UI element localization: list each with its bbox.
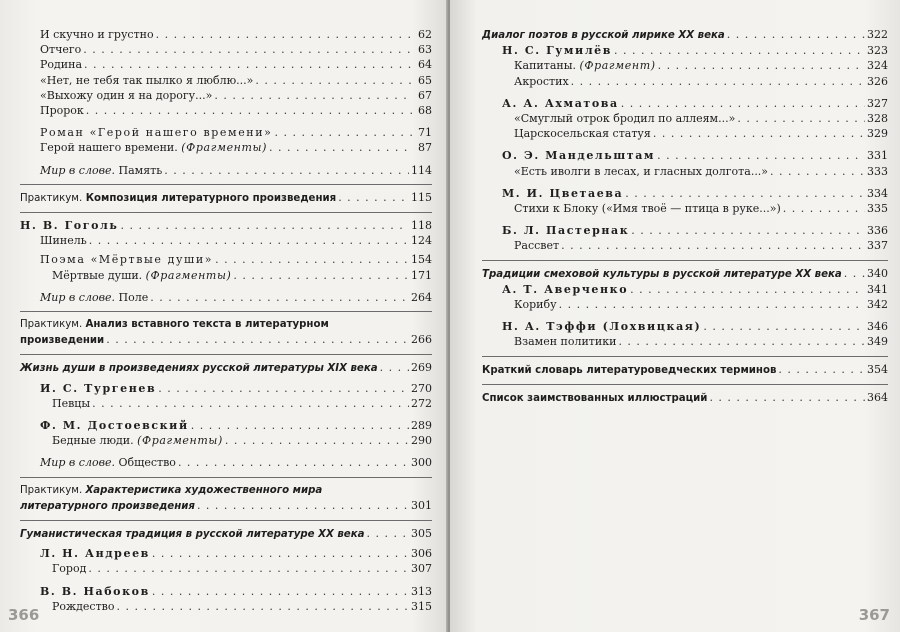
entry-page: 68: [418, 104, 432, 118]
toc-entry[interactable]: [20, 396, 432, 411]
leader-dots: [152, 546, 409, 561]
divider: [20, 311, 432, 312]
entry-title: Память: [118, 163, 163, 177]
toc-entry-praktikum-line1[interactable]: [20, 483, 432, 498]
entry-page: 313: [411, 584, 432, 598]
spacer: [20, 411, 432, 418]
leader-dots: [703, 319, 865, 334]
entry-page: 333: [867, 164, 888, 178]
entry-title: Бедные люди.: [52, 434, 134, 448]
entry-title: Родина: [40, 58, 83, 72]
entry-title: «Смуглый отрок бродил по аллеям...»: [514, 112, 736, 126]
toc-entry-author[interactable]: [482, 282, 888, 297]
spacer: [20, 118, 432, 125]
divider: [482, 384, 888, 385]
entry-page: 341: [867, 282, 888, 296]
entry-title: Н. В. Гоголь: [20, 219, 119, 233]
toc-entry-glossary[interactable]: [482, 362, 888, 378]
entry-page: 301: [411, 498, 432, 512]
leader-dots: [614, 43, 865, 58]
leader-dots: [225, 433, 409, 448]
entry-title: литературного произведения: [20, 500, 195, 512]
entry-page: 290: [411, 434, 432, 448]
spacer: [482, 179, 888, 186]
leader-dots: [214, 88, 412, 103]
entry-title: Б. Л. Пастернак: [502, 224, 630, 238]
entry-page: 171: [411, 268, 432, 282]
leader-dots: [559, 297, 865, 312]
spacer: [20, 577, 432, 584]
toc-entry-praktikum-line2[interactable]: [20, 332, 432, 348]
entry-title: Н. А. Тэффи (Лохвицкая): [502, 320, 702, 334]
entry-title: Общество: [118, 456, 176, 470]
leader-dots: [83, 42, 412, 57]
toc-entry[interactable]: [20, 42, 432, 57]
entry-title: А. А. Ахматова: [502, 96, 619, 110]
leader-dots: [338, 190, 409, 205]
leader-dots: [571, 74, 865, 89]
toc-entry-illustrations[interactable]: [482, 390, 888, 406]
leader-dots: [653, 126, 865, 141]
leader-dots: [657, 148, 865, 163]
toc-entry-praktikum-line1[interactable]: [20, 317, 432, 332]
entry-title: Капитаны.: [514, 59, 576, 73]
entry-title: произведении: [20, 335, 105, 347]
section-title: Традиции смеховой культуры в русской литературе XX века: [482, 268, 842, 280]
toc-entry-author[interactable]: [482, 223, 888, 238]
toc-right: [482, 27, 888, 406]
spacer: [482, 141, 888, 148]
entry-page: 124: [411, 234, 432, 248]
toc-entry[interactable]: [482, 164, 888, 179]
entry-title: В. В. Набоков: [40, 584, 150, 598]
entry-page: 62: [418, 28, 432, 41]
entry-page: 269: [411, 361, 432, 375]
entry-page: 63: [418, 43, 432, 57]
toc-entry-author[interactable]: [20, 218, 432, 233]
toc-section[interactable]: [482, 266, 888, 282]
entry-fragment: (Фрагменты): [145, 268, 232, 282]
entry-title: «Нет, не тебя так пылко я люблю...»: [40, 73, 254, 87]
entry-title: Корибу: [514, 298, 557, 312]
entry-page: 71: [418, 126, 432, 140]
leader-dots: [255, 73, 412, 88]
entry-page: 349: [867, 335, 888, 349]
toc-entry[interactable]: [20, 561, 432, 576]
leader-dots: [621, 96, 865, 111]
leader-dots: [197, 498, 409, 513]
entry-title: «Выхожу один я на дорогу...»: [40, 88, 213, 102]
leader-dots: [215, 252, 409, 267]
spacer: [482, 312, 888, 319]
leader-dots: [778, 362, 865, 377]
leader-dots: [737, 111, 865, 126]
entry-title: Краткий словарь литературоведческих терминов: [482, 364, 777, 376]
leader-dots: [150, 290, 409, 305]
toc-entry-author[interactable]: [20, 546, 432, 561]
entry-title: Анализ вставного текста в литературном: [85, 319, 329, 331]
toc-entry-author[interactable]: [20, 381, 432, 396]
entry-title: Л. Н. Андреев: [40, 547, 150, 561]
entry-title: Акростих: [514, 74, 569, 88]
entry-title: Список заимствованных иллюстраций: [482, 392, 708, 404]
entry-page: 323: [867, 44, 888, 58]
entry-title: Герой нашего времени.: [40, 141, 178, 155]
page-number-left: 366: [8, 606, 40, 624]
leader-dots: [367, 526, 409, 541]
leader-dots: [120, 218, 409, 233]
entry-title: И скучно и грустно: [40, 28, 154, 41]
divider: [20, 212, 432, 213]
leader-dots: [618, 334, 865, 349]
toc-entry-author[interactable]: [20, 584, 432, 599]
entry-title: И. С. Тургенев: [40, 381, 157, 395]
leader-dots: [658, 58, 865, 73]
leader-dots: [158, 381, 409, 396]
section-title: Диалог поэтов в русской лирике XX века: [482, 30, 725, 41]
entry-title: Царскосельская статуя: [514, 127, 651, 141]
toc-entry-poema[interactable]: [20, 252, 432, 267]
leader-dots: [191, 418, 409, 433]
entry-prefix: Мир в слове.: [40, 290, 115, 304]
leader-dots: [630, 282, 865, 297]
entry-title: Шинель: [40, 234, 87, 248]
toc-entry[interactable]: [20, 140, 432, 155]
entry-title: Поэма «Мёртвые души»: [40, 253, 214, 267]
entry-page: 64: [418, 58, 432, 72]
toc-entry-author[interactable]: [482, 96, 888, 111]
leader-dots: [88, 561, 409, 576]
entry-page: 118: [411, 219, 432, 233]
entry-page: 331: [867, 149, 888, 163]
entry-page: 327: [867, 96, 888, 110]
entry-page: 87: [418, 141, 432, 155]
entry-title: Мёртвые души.: [52, 268, 143, 282]
toc-entry-praktikum-line2[interactable]: [20, 498, 432, 514]
toc-entry[interactable]: [20, 57, 432, 72]
entry-fragment: (Фрагмент): [579, 59, 656, 73]
entry-title: Рассвет: [514, 239, 560, 253]
entry-page: 340: [867, 266, 888, 280]
toc-entry[interactable]: [20, 103, 432, 118]
entry-page: 300: [411, 456, 432, 470]
entry-page: 337: [867, 239, 888, 253]
toc-entry[interactable]: [20, 73, 432, 88]
entry-page: 328: [867, 112, 888, 126]
leader-dots: [561, 238, 865, 253]
toc-entry[interactable]: [482, 74, 888, 89]
toc-entry[interactable]: [20, 88, 432, 103]
toc-entry-mir-v-slove[interactable]: [20, 290, 432, 305]
divider: [20, 184, 432, 185]
divider: [20, 477, 432, 478]
entry-label: Практикум.: [20, 319, 83, 331]
spacer: [20, 448, 432, 455]
spacer: [482, 89, 888, 96]
entry-title: «Есть иволги в лесах, и гласных долгота...»: [514, 164, 769, 178]
leader-dots: [84, 57, 412, 72]
entry-title: Стихи к Блоку («Имя твоё — птица в руке...»): [514, 202, 781, 216]
divider: [20, 520, 432, 521]
entry-page: 315: [411, 599, 432, 613]
leader-dots: [631, 223, 865, 238]
toc-entry[interactable]: [20, 233, 432, 248]
toc-entry[interactable]: [482, 58, 888, 73]
spacer: [20, 156, 432, 163]
entry-page: 335: [867, 202, 888, 216]
divider: [482, 260, 888, 261]
entry-page: 364: [867, 390, 888, 404]
leader-dots: [86, 103, 412, 118]
leader-dots: [269, 140, 412, 155]
entry-title: Ф. М. Достоевский: [40, 419, 189, 433]
leader-dots: [164, 163, 409, 178]
toc-entry-author[interactable]: [482, 186, 888, 201]
entry-page: 336: [867, 224, 888, 238]
divider: [482, 356, 888, 357]
entry-page: 329: [867, 127, 888, 141]
leader-dots: [106, 332, 409, 347]
entry-title: Рождество: [52, 599, 115, 613]
entry-title: Взамен политики: [514, 335, 617, 349]
toc-section[interactable]: [20, 526, 432, 542]
leader-dots: [844, 266, 865, 281]
entry-prefix: Мир в слове.: [40, 456, 115, 470]
toc-entry-author[interactable]: [482, 319, 888, 334]
toc-entry-author[interactable]: [20, 418, 432, 433]
toc-entry[interactable]: [482, 201, 888, 216]
entry-page: 322: [867, 28, 888, 41]
toc-entry[interactable]: [482, 238, 888, 253]
leader-dots: [152, 584, 409, 599]
entry-page: 326: [867, 74, 888, 88]
entry-page: 264: [411, 290, 432, 304]
divider: [20, 354, 432, 355]
toc-entry[interactable]: [20, 27, 432, 42]
entry-page: 272: [411, 396, 432, 410]
leader-dots: [117, 599, 410, 614]
entry-page: 334: [867, 186, 888, 200]
entry-title: Город: [52, 562, 87, 576]
entry-title: Н. С. Гумилёв: [502, 44, 613, 58]
entry-page: 114: [411, 163, 432, 177]
entry-page: 270: [411, 381, 432, 395]
toc-section[interactable]: [20, 360, 432, 376]
toc-entry[interactable]: [482, 334, 888, 349]
toc-entry[interactable]: [482, 126, 888, 141]
entry-title: Певцы: [52, 396, 91, 410]
toc-entry-author[interactable]: [482, 148, 888, 163]
toc-entry[interactable]: [482, 297, 888, 312]
entry-page: 305: [411, 527, 432, 541]
entry-page: 306: [411, 547, 432, 561]
entry-title: М. И. Цветаева: [502, 186, 624, 200]
entry-page: 354: [867, 362, 888, 376]
entry-page: 115: [411, 190, 432, 204]
toc-entry-author[interactable]: [482, 43, 888, 58]
leader-dots: [625, 186, 865, 201]
leader-dots: [783, 201, 865, 216]
entry-page: 346: [867, 320, 888, 334]
entry-title: Роман «Герой нашего времени»: [40, 126, 273, 140]
entry-page: 342: [867, 298, 888, 312]
toc-entry-mir-v-slove[interactable]: [20, 455, 432, 470]
entry-page: 307: [411, 562, 432, 576]
spacer: [20, 283, 432, 290]
leader-dots: [178, 455, 409, 470]
entry-page: 324: [867, 59, 888, 73]
entry-title: Характеристика художественного мира: [85, 484, 323, 496]
toc-section[interactable]: [482, 27, 888, 43]
left-page: [0, 0, 448, 632]
leader-dots: [89, 233, 409, 248]
leader-dots: [233, 268, 409, 283]
entry-page: 289: [411, 419, 432, 433]
toc-entry[interactable]: [20, 599, 432, 614]
section-title: Гуманистическая традиция в русской литературе XX века: [20, 529, 365, 541]
right-page: [450, 0, 900, 632]
entry-title: О. Э. Мандельштам: [502, 149, 656, 163]
entry-prefix: Мир в слове.: [40, 163, 115, 177]
entry-page: 65: [418, 73, 432, 87]
entry-page: 266: [411, 333, 432, 347]
leader-dots: [156, 27, 412, 42]
entry-title: А. Т. Аверченко: [502, 282, 629, 296]
entry-title: Пророк: [40, 104, 84, 118]
leader-dots: [92, 396, 409, 411]
toc-entry[interactable]: [20, 268, 432, 283]
leader-dots: [709, 390, 865, 405]
section-title: Жизнь души в произведениях русской литературы XIX века: [20, 363, 378, 375]
entry-title: Поле: [118, 290, 149, 304]
entry-label: Практикум.: [20, 484, 83, 496]
entry-fragment: (Фрагменты): [181, 141, 268, 155]
entry-page: 67: [418, 88, 432, 102]
toc-entry-mir-v-slove[interactable]: [20, 163, 432, 178]
toc-left: [20, 27, 432, 614]
toc-entry[interactable]: [482, 111, 888, 126]
entry-fragment: (Фрагменты): [137, 434, 223, 448]
entry-page: 154: [411, 253, 432, 267]
leader-dots: [727, 27, 865, 42]
toc-entry[interactable]: [20, 433, 432, 448]
page-number-right: 367: [858, 606, 890, 624]
toc-entry-roman[interactable]: [20, 125, 432, 140]
leader-dots: [770, 164, 865, 179]
leader-dots: [380, 360, 409, 375]
spacer: [482, 216, 888, 223]
toc-entry-praktikum[interactable]: [20, 190, 432, 206]
entry-label: Практикум.: [20, 192, 83, 204]
leader-dots: [275, 125, 413, 140]
entry-title: Отчего: [40, 43, 82, 57]
entry-title: Композиция литературного произведения: [85, 192, 337, 204]
